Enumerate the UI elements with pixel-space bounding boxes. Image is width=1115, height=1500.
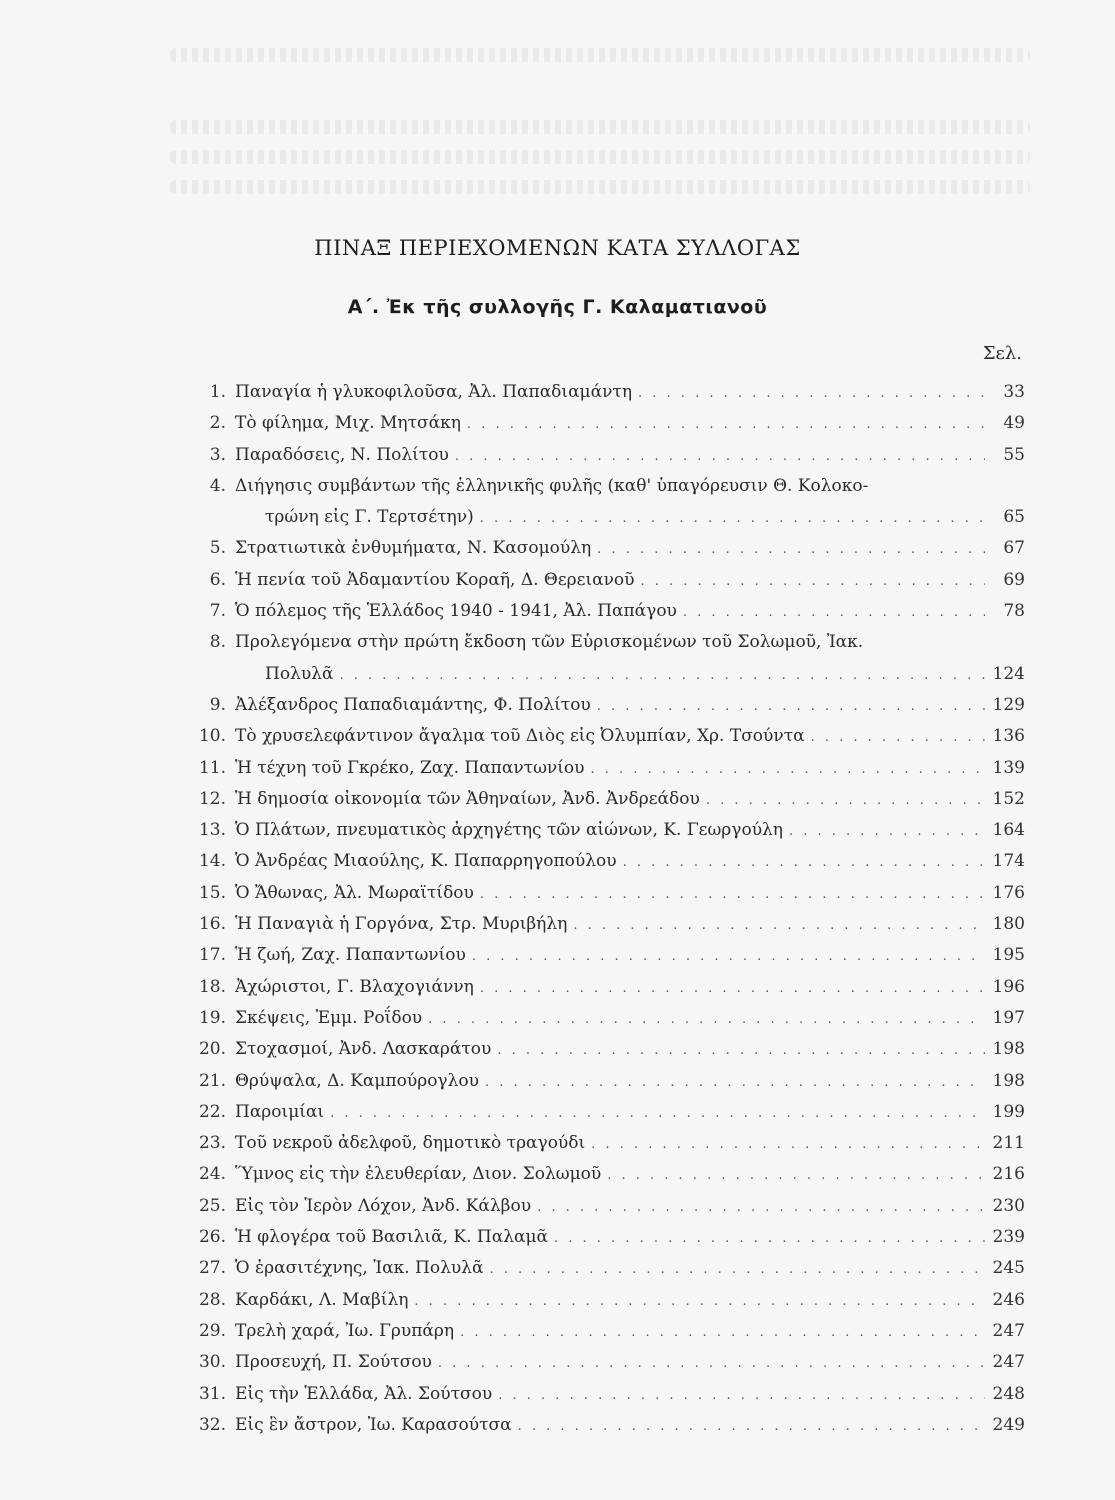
dot-leader	[472, 941, 985, 971]
dot-leader	[607, 1160, 985, 1190]
entry-title: Παροιμίαι	[235, 1101, 325, 1122]
entry-number: 18.	[198, 976, 226, 997]
dot-leader	[789, 816, 985, 846]
entry-title: Ὁ ἐρασιτέχνης, Ἰακ. Πολυλᾶ	[235, 1258, 484, 1279]
toc-entry	[180, 377, 1025, 408]
entry-number: 25.	[198, 1195, 226, 1216]
page-number: 246	[992, 1289, 1025, 1310]
dot-leader	[597, 534, 985, 564]
dot-leader	[414, 1286, 985, 1316]
toc-entry	[180, 1034, 1025, 1065]
entry-number: 30.	[198, 1352, 226, 1373]
page-number: 124	[992, 663, 1025, 684]
table-of-contents	[180, 377, 1025, 1441]
entry-number: 11.	[198, 757, 226, 778]
page-number: 249	[992, 1414, 1025, 1435]
dot-leader	[339, 660, 985, 690]
page-title: ΠΙΝΑΞ ΠΕΡΙΕΧΟΜΕΝΩΝ ΚΑΤΑ ΣΥΛΛΟΓΑΣ	[314, 236, 801, 260]
entry-title: Ὁ Ἀνδρέας Μιαούλης, Κ. Παπαρρηγοπούλου	[235, 851, 617, 872]
entry-title: Στοχασμοί, Ἀνδ. Λασκαράτου	[235, 1039, 492, 1060]
show-through-line	[170, 120, 1030, 134]
entry-title: Ἀχώριστοι, Γ. Βλαχογιάννη	[235, 976, 474, 997]
entry-number: 8.	[209, 632, 226, 653]
toc-entry	[180, 1128, 1025, 1159]
page-number: 245	[992, 1258, 1025, 1279]
page-number: 78	[1003, 601, 1025, 622]
page-number: 199	[992, 1101, 1025, 1122]
toc-entry	[180, 815, 1025, 846]
page-number: 176	[992, 882, 1025, 903]
toc-entry	[180, 753, 1025, 784]
entry-number: 13.	[198, 820, 226, 841]
entry-title: Προλεγόμενα στὴν πρώτη ἔκδοση τῶν Εὑρισκομένων τοῦ Σολωμοῦ, Ἰακ.	[235, 632, 864, 653]
section-heading: Α΄. Ἐκ τῆς συλλογῆς Γ. Καλαματιανοῦ	[347, 296, 768, 318]
toc-entry	[180, 533, 1025, 564]
dot-leader	[498, 1380, 985, 1410]
entry-number: 19.	[198, 1007, 226, 1028]
entry-number: 29.	[198, 1320, 226, 1341]
toc-entry	[180, 690, 1025, 721]
toc-entry	[180, 1316, 1025, 1347]
entry-number: 15.	[198, 882, 226, 903]
toc-entry	[180, 846, 1025, 877]
page-number: 65	[1003, 507, 1025, 528]
dot-leader	[480, 973, 985, 1003]
dot-leader	[591, 754, 985, 784]
entry-title: Ἡ ζωή, Ζαχ. Παπαντωνίου	[235, 945, 466, 966]
page-number: 152	[992, 788, 1025, 809]
entry-title: Ἡ πενία τοῦ Ἀδαμαντίου Κοραῆ, Δ. Θερειανοῦ	[235, 569, 635, 590]
page-number: 139	[992, 757, 1025, 778]
toc-entry	[180, 1379, 1025, 1410]
dot-leader	[467, 409, 985, 439]
dot-leader	[537, 1192, 985, 1222]
entry-number: 24.	[198, 1164, 226, 1185]
dot-leader	[480, 503, 985, 533]
dot-leader	[573, 910, 985, 940]
page-number: 69	[1003, 569, 1025, 590]
entry-number: 20.	[198, 1039, 226, 1060]
dot-leader	[460, 1317, 985, 1347]
toc-entry	[180, 784, 1025, 815]
page-number: 196	[992, 976, 1025, 997]
entry-number: 22.	[198, 1101, 226, 1122]
dot-leader	[518, 1411, 985, 1441]
page-number: 247	[992, 1352, 1025, 1373]
page-number: 136	[992, 726, 1025, 747]
entry-title: Ὕμνος εἰς τὴν ἐλευθερίαν, Διον. Σολωμοῦ	[235, 1164, 602, 1185]
entry-number: 2.	[209, 413, 226, 434]
dot-leader	[480, 879, 985, 909]
entry-title: Ὁ Πλάτων, πνευματικὸς ἀρχηγέτης τῶν αἰώνων, Κ. Γεωργούλη	[235, 820, 783, 841]
toc-entry	[180, 1410, 1025, 1441]
entry-number: 23.	[198, 1133, 226, 1154]
dot-leader	[623, 847, 985, 877]
entry-number: 14.	[198, 851, 226, 872]
toc-entry	[180, 1159, 1025, 1190]
entry-title: Θρύψαλα, Δ. Καμπούρογλου	[235, 1070, 479, 1091]
dot-leader	[641, 566, 986, 596]
dot-leader	[638, 378, 985, 408]
entry-number: 7.	[209, 601, 226, 622]
page-number: 180	[992, 914, 1025, 935]
dot-leader	[428, 1004, 985, 1034]
dot-leader	[489, 1254, 985, 1284]
page-column-label: Σελ.	[982, 343, 1022, 364]
toc-entry	[180, 972, 1025, 1003]
entry-title: Πολυλᾶ	[265, 663, 334, 684]
entry-title: Προσευχή, Π. Σούτσου	[235, 1352, 432, 1373]
toc-entry	[180, 627, 1025, 690]
dot-leader	[330, 1098, 985, 1128]
toc-entry	[180, 1191, 1025, 1222]
dot-leader	[811, 722, 985, 752]
dot-leader	[554, 1223, 985, 1253]
entry-title: Ἡ φλογέρα τοῦ Βασιλιᾶ, Κ. Παλαμᾶ	[235, 1227, 548, 1248]
show-through-line	[170, 48, 1030, 62]
page-number: 197	[992, 1007, 1025, 1028]
page-number: 247	[992, 1320, 1025, 1341]
toc-entry	[180, 909, 1025, 940]
entry-title: Εἰς ἓν ἄστρον, Ἰω. Καρασούτσα	[235, 1414, 512, 1435]
entry-title: Εἰς τὸν Ἱερὸν Λόχον, Ἀνδ. Κάλβου	[235, 1195, 532, 1216]
toc-entry	[180, 1347, 1025, 1378]
entry-number: 5.	[209, 538, 226, 559]
page-number: 248	[992, 1383, 1025, 1404]
entry-title: Παραδόσεις, Ν. Πολίτου	[235, 444, 449, 465]
dot-leader	[597, 691, 985, 721]
entry-title: Σκέψεις, Ἐμμ. Ροΐδου	[235, 1007, 423, 1028]
toc-entry	[180, 721, 1025, 752]
toc-entry	[180, 1066, 1025, 1097]
entry-title: Παναγία ἡ γλυκοφιλοῦσα, Ἀλ. Παπαδιαμάντη	[235, 382, 633, 402]
page-number: 195	[992, 945, 1025, 966]
entry-number: 28.	[198, 1289, 226, 1310]
entry-number: 32.	[198, 1414, 226, 1435]
entry-number: 27.	[198, 1258, 226, 1279]
toc-entry	[180, 471, 1025, 534]
entry-title: Καρδάκι, Λ. Μαβίλη	[235, 1289, 409, 1310]
entry-title: Στρατιωτικὰ ἐνθυμήματα, Ν. Κασομούλη	[235, 538, 592, 559]
entry-number: 31.	[198, 1383, 226, 1404]
entry-number: 10.	[198, 726, 226, 747]
entry-title: Ἀλέξανδρος Παπαδιαμάντης, Φ. Πολίτου	[235, 694, 591, 715]
toc-entry	[180, 1003, 1025, 1034]
entry-number: 12.	[198, 788, 226, 809]
page-number: 198	[992, 1070, 1025, 1091]
entry-title: Ἡ δημοσία οἰκονομία τῶν Ἀθηναίων, Ἀνδ. Ἀνδρεάδου	[235, 788, 700, 809]
dot-leader	[591, 1129, 985, 1159]
page-number: 174	[992, 851, 1025, 872]
show-through-line	[170, 180, 1030, 194]
entry-number: 17.	[198, 945, 226, 966]
entry-title: τρώνη εἰς Γ. Τερτσέτην)	[265, 507, 474, 528]
entry-number: 4.	[209, 475, 226, 496]
entry-title: Διήγησις συμβάντων τῆς ἑλληνικῆς φυλῆς (καθ' ὑπαγόρευσιν Θ. Κολοκο-	[235, 475, 869, 496]
entry-title: Ὁ Ἄθωνας, Ἀλ. Μωραϊτίδου	[235, 882, 474, 903]
entry-title: Ὁ πόλεμος τῆς Ἑλλάδος 1940 - 1941, Ἀλ. Παπάγου	[235, 601, 677, 622]
page-number: 49	[1003, 413, 1025, 434]
toc-entry	[180, 1222, 1025, 1253]
entry-number: 16.	[198, 914, 226, 935]
dot-leader	[455, 441, 985, 471]
dot-leader	[485, 1067, 985, 1097]
page-number: 164	[992, 820, 1025, 841]
entry-title: Τὸ χρυσελεφάντινον ἄγαλμα τοῦ Διὸς εἰς Ὀλυμπίαν, Χρ. Τσούντα	[235, 726, 805, 747]
entry-title: Τρελὴ χαρά, Ἰω. Γρυπάρη	[235, 1320, 455, 1341]
page-number: 211	[992, 1133, 1025, 1154]
toc-entry	[180, 408, 1025, 439]
entry-number: 1.	[209, 382, 226, 402]
entry-title: Τοῦ νεκροῦ ἀδελφοῦ, δημοτικὸ τραγούδι	[235, 1133, 586, 1154]
toc-entry	[180, 1097, 1025, 1128]
page-number: 129	[992, 694, 1025, 715]
page-number: 67	[1003, 538, 1025, 559]
page-number: 230	[992, 1195, 1025, 1216]
page-number: 33	[1003, 382, 1025, 402]
entry-number: 3.	[209, 444, 226, 465]
entry-number: 6.	[209, 569, 226, 590]
entry-number: 21.	[198, 1070, 226, 1091]
dot-leader	[438, 1348, 985, 1378]
entry-number: 9.	[209, 694, 226, 715]
toc-entry	[180, 878, 1025, 909]
entry-title: Εἰς τὴν Ἑλλάδα, Ἀλ. Σούτσου	[235, 1383, 493, 1404]
page-number: 55	[1003, 444, 1025, 465]
toc-entry	[180, 1253, 1025, 1284]
page-number: 198	[992, 1039, 1025, 1060]
toc-entry	[180, 596, 1025, 627]
toc-entry	[180, 1285, 1025, 1316]
toc-entry	[180, 940, 1025, 971]
show-through-line	[170, 150, 1030, 164]
entry-title: Ἡ τέχνη τοῦ Γκρέκο, Ζαχ. Παπαντωνίου	[235, 757, 585, 778]
dot-leader	[497, 1035, 985, 1065]
entry-number: 26.	[198, 1227, 226, 1248]
dot-leader	[683, 597, 985, 627]
toc-entry	[180, 440, 1025, 471]
dot-leader	[706, 785, 985, 815]
toc-entry	[180, 565, 1025, 596]
entry-title: Ἡ Παναγιὰ ἡ Γοργόνα, Στρ. Μυριβήλη	[235, 914, 568, 935]
page-number: 239	[992, 1227, 1025, 1248]
page-number: 216	[992, 1164, 1025, 1185]
entry-title: Τὸ φίλημα, Μιχ. Μητσάκη	[235, 413, 461, 434]
